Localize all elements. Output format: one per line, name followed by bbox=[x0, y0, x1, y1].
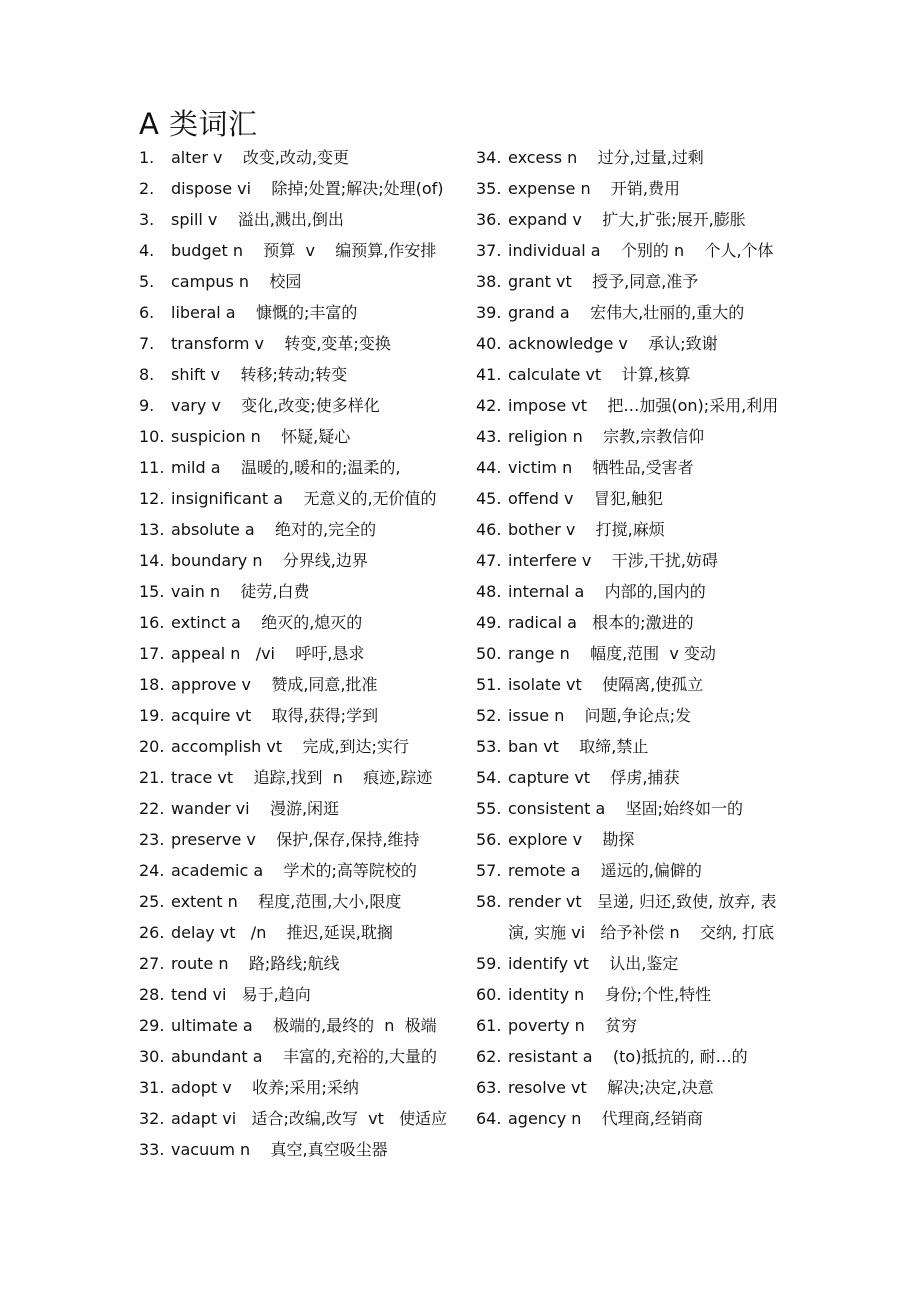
vocab-item bbox=[476, 1041, 786, 1072]
vocab-item-entry: academic a 学术的;高等院校的 bbox=[171, 861, 417, 880]
vocab-item bbox=[476, 142, 786, 173]
vocab-item-entry: vary v 变化,改变;使多样化 bbox=[171, 396, 380, 415]
vocab-item-entry: calculate vt 计算,核算 bbox=[508, 365, 691, 384]
vocab-item bbox=[476, 948, 786, 979]
vocab-item bbox=[476, 483, 786, 514]
vocab-item-number: 31. bbox=[139, 1078, 165, 1097]
vocab-item bbox=[139, 793, 474, 824]
vocab-item-entry: transform v 转变,变革;变换 bbox=[171, 334, 391, 353]
vocab-item-number: 62. bbox=[476, 1047, 502, 1066]
vocab-item-number: 24. bbox=[139, 861, 165, 880]
vocab-item-number: 64. bbox=[476, 1109, 502, 1128]
vocab-item-number: 29. bbox=[139, 1016, 165, 1035]
vocab-item-entry: appeal n /vi 呼吁,恳求 bbox=[171, 644, 365, 663]
vocab-item bbox=[139, 886, 474, 917]
vocab-item bbox=[139, 576, 474, 607]
vocab-item-entry: wander vi 漫游,闲逛 bbox=[171, 799, 340, 818]
vocab-item-entry: expand v 扩大,扩张;展开,膨胀 bbox=[508, 210, 746, 229]
vocab-item bbox=[476, 359, 786, 390]
vocab-item-number: 3. bbox=[139, 210, 155, 229]
vocab-item bbox=[476, 979, 786, 1010]
vocab-item-number: 46. bbox=[476, 520, 502, 539]
vocab-item-entry: agency n 代理商,经销商 bbox=[508, 1109, 703, 1128]
vocab-item-entry: remote a 遥远的,偏僻的 bbox=[508, 861, 702, 880]
vocab-item-number: 37. bbox=[476, 241, 502, 260]
vocab-item bbox=[139, 328, 474, 359]
vocab-item-entry: acknowledge v 承认;致谢 bbox=[508, 334, 718, 353]
vocab-item-number: 44. bbox=[476, 458, 502, 477]
vocab-item bbox=[476, 607, 786, 638]
vocab-item-number: 55. bbox=[476, 799, 502, 818]
vocab-item-number: 6. bbox=[139, 303, 155, 322]
vocab-item-number: 41. bbox=[476, 365, 502, 384]
vocab-item bbox=[476, 266, 786, 297]
vocab-item-entry: ultimate a 极端的,最终的 n 极端 bbox=[171, 1016, 437, 1035]
vocab-item bbox=[139, 359, 474, 390]
vocab-item bbox=[476, 545, 786, 576]
vocab-item bbox=[476, 204, 786, 235]
vocab-item-number: 10. bbox=[139, 427, 165, 446]
vocab-item-number: 8. bbox=[139, 365, 155, 384]
vocab-item bbox=[139, 1041, 474, 1072]
vocab-item-entry: capture vt 俘虏,捕获 bbox=[508, 768, 680, 787]
vocab-item bbox=[139, 173, 474, 204]
vocab-item-number: 11. bbox=[139, 458, 165, 477]
vocab-item-number: 56. bbox=[476, 830, 502, 849]
vocab-item-number: 61. bbox=[476, 1016, 502, 1035]
vocab-item-number: 32. bbox=[139, 1109, 165, 1128]
vocab-item bbox=[476, 297, 786, 328]
vocab-item bbox=[476, 762, 786, 793]
vocab-item-number: 2. bbox=[139, 179, 155, 198]
vocab-item-entry: accomplish vt 完成,到达;实行 bbox=[171, 737, 409, 756]
vocab-item-entry: vacuum n 真空,真空吸尘器 bbox=[171, 1140, 388, 1159]
vocab-item bbox=[139, 483, 474, 514]
vocab-item-number: 13. bbox=[139, 520, 165, 539]
vocab-item-number: 30. bbox=[139, 1047, 165, 1066]
vocab-item-entry: internal a 内部的,国内的 bbox=[508, 582, 706, 601]
vocab-item-number: 20. bbox=[139, 737, 165, 756]
vocab-item-number: 17. bbox=[139, 644, 165, 663]
vocab-item-number: 48. bbox=[476, 582, 502, 601]
vocab-item bbox=[476, 855, 786, 886]
vocab-item-number: 52. bbox=[476, 706, 502, 725]
vocab-item-entry: extinct a 绝灭的,熄灭的 bbox=[171, 613, 363, 632]
vocab-item-number: 33. bbox=[139, 1140, 165, 1159]
vocab-item-number: 1. bbox=[139, 148, 155, 167]
vocab-item-number: 38. bbox=[476, 272, 502, 291]
vocab-item bbox=[139, 1010, 474, 1041]
vocab-item-number: 4. bbox=[139, 241, 155, 260]
vocab-item bbox=[139, 700, 474, 731]
vocab-item bbox=[476, 514, 786, 545]
vocab-item bbox=[139, 297, 474, 328]
vocab-item-entry: individual a 个别的 n 个人,个体 bbox=[508, 241, 774, 260]
vocab-column-left bbox=[139, 142, 474, 1165]
vocab-item-number: 19. bbox=[139, 706, 165, 725]
vocab-item-entry: explore v 勘探 bbox=[508, 830, 635, 849]
vocab-item-entry: liberal a 慷慨的;丰富的 bbox=[171, 303, 358, 322]
vocab-item bbox=[476, 1010, 786, 1041]
vocab-item-number: 34. bbox=[476, 148, 502, 167]
vocab-item-entry: victim n 牺牲品,受害者 bbox=[508, 458, 694, 477]
vocab-item bbox=[476, 452, 786, 483]
vocab-item-entry: abundant a 丰富的,充裕的,大量的 bbox=[171, 1047, 438, 1066]
vocab-item bbox=[139, 1072, 474, 1103]
vocab-item bbox=[476, 886, 786, 948]
vocab-item-number: 22. bbox=[139, 799, 165, 818]
vocab-item-number: 9. bbox=[139, 396, 155, 415]
vocab-item-number: 7. bbox=[139, 334, 155, 353]
vocab-item-entry: poverty n 贫穷 bbox=[508, 1016, 638, 1035]
vocab-item-entry: mild a 温暖的,暖和的;温柔的, bbox=[171, 458, 401, 477]
vocab-item-entry: identity n 身份;个性,特性 bbox=[508, 985, 712, 1004]
vocab-item-number: 60. bbox=[476, 985, 502, 1004]
vocab-item-number: 49. bbox=[476, 613, 502, 632]
vocab-item-number: 59. bbox=[476, 954, 502, 973]
vocab-item-entry: grant vt 授予,同意,准予 bbox=[508, 272, 699, 291]
vocab-item bbox=[139, 762, 474, 793]
vocab-item-number: 47. bbox=[476, 551, 502, 570]
vocab-item bbox=[476, 824, 786, 855]
vocab-item-entry: interfere v 干涉,干扰,妨碍 bbox=[508, 551, 718, 570]
vocab-item-number: 23. bbox=[139, 830, 165, 849]
vocab-item-entry: issue n 问题,争论点;发 bbox=[508, 706, 692, 725]
vocab-item-entry: preserve v 保护,保存,保持,维持 bbox=[171, 830, 420, 849]
vocab-item-number: 14. bbox=[139, 551, 165, 570]
vocab-item-entry: insignificant a 无意义的,无价值的 bbox=[171, 489, 437, 508]
vocab-item bbox=[139, 452, 474, 483]
vocab-item-number: 42. bbox=[476, 396, 502, 415]
vocab-item-entry: excess n 过分,过量,过剩 bbox=[508, 148, 704, 167]
vocab-item-entry: grand a 宏伟大,壮丽的,重大的 bbox=[508, 303, 745, 322]
vocab-item bbox=[476, 700, 786, 731]
vocab-item-entry: absolute a 绝对的,完全的 bbox=[171, 520, 377, 539]
vocab-item-number: 43. bbox=[476, 427, 502, 446]
vocab-item bbox=[476, 390, 786, 421]
vocab-item-entry: extent n 程度,范围,大小,限度 bbox=[171, 892, 402, 911]
vocab-item bbox=[476, 1103, 786, 1134]
vocab-column-right bbox=[476, 142, 786, 1134]
vocab-item bbox=[139, 824, 474, 855]
vocab-item-number: 57. bbox=[476, 861, 502, 880]
vocab-item bbox=[139, 421, 474, 452]
vocab-item-number: 35. bbox=[476, 179, 502, 198]
vocab-item-number: 39. bbox=[476, 303, 502, 322]
vocab-item bbox=[476, 793, 786, 824]
vocab-item bbox=[139, 390, 474, 421]
vocab-item-entry: ban vt 取缔,禁止 bbox=[508, 737, 649, 756]
vocab-item-entry: identify vt 认出,鉴定 bbox=[508, 954, 679, 973]
vocab-item-entry: offend v 冒犯,触犯 bbox=[508, 489, 663, 508]
vocab-item-number: 5. bbox=[139, 272, 155, 291]
vocab-item bbox=[476, 328, 786, 359]
vocab-item-entry: adopt v 收养;采用;采纳 bbox=[171, 1078, 359, 1097]
vocab-item bbox=[476, 576, 786, 607]
vocab-item-entry: route n 路;路线;航线 bbox=[171, 954, 340, 973]
vocab-item-number: 26. bbox=[139, 923, 165, 942]
vocab-item-entry: delay vt /n 推迟,延误,耽搁 bbox=[171, 923, 393, 942]
vocab-item bbox=[476, 1072, 786, 1103]
vocab-item-entry: render vt 呈递, 归还,致使, 放弃, 表演, 实施 vi 给予补偿 n 交纳, 打底 bbox=[508, 892, 777, 942]
vocab-item bbox=[139, 235, 474, 266]
vocab-item-entry: resistant a (to)抵抗的, 耐…的 bbox=[508, 1047, 748, 1066]
vocab-item-number: 12. bbox=[139, 489, 165, 508]
vocab-item-number: 16. bbox=[139, 613, 165, 632]
vocab-item-entry: consistent a 坚固;始终如一的 bbox=[508, 799, 744, 818]
vocab-item-entry: suspicion n 怀疑,疑心 bbox=[171, 427, 351, 446]
vocab-item-number: 53. bbox=[476, 737, 502, 756]
vocab-item bbox=[139, 204, 474, 235]
vocab-item bbox=[139, 607, 474, 638]
vocab-item-number: 58. bbox=[476, 892, 502, 911]
vocab-item-entry: approve v 赞成,同意,批准 bbox=[171, 675, 378, 694]
vocab-item bbox=[476, 669, 786, 700]
vocab-item-number: 25. bbox=[139, 892, 165, 911]
vocab-item bbox=[139, 855, 474, 886]
page-title: A 类词汇 bbox=[139, 107, 258, 141]
vocab-item-entry: vain n 徒劳,白费 bbox=[171, 582, 310, 601]
vocab-item-entry: isolate vt 使隔离,使孤立 bbox=[508, 675, 704, 694]
vocab-item-entry: impose vt 把…加强(on);采用,利用 bbox=[508, 396, 779, 415]
vocab-item-number: 21. bbox=[139, 768, 165, 787]
vocab-item bbox=[139, 638, 474, 669]
vocab-item-entry: shift v 转移;转动;转变 bbox=[171, 365, 348, 384]
vocab-item-entry: spill v 溢出,溅出,倒出 bbox=[171, 210, 344, 229]
vocab-item-number: 45. bbox=[476, 489, 502, 508]
vocab-item bbox=[476, 235, 786, 266]
vocab-item bbox=[139, 514, 474, 545]
vocab-item bbox=[476, 173, 786, 204]
vocab-item-number: 28. bbox=[139, 985, 165, 1004]
vocab-item bbox=[476, 731, 786, 762]
vocab-item-entry: dispose vi 除掉;处置;解决;处理(of) bbox=[171, 179, 444, 198]
vocab-item bbox=[139, 948, 474, 979]
vocab-item bbox=[139, 142, 474, 173]
vocab-item-number: 63. bbox=[476, 1078, 502, 1097]
vocab-item-entry: tend vi 易于,趋向 bbox=[171, 985, 311, 1004]
vocab-item-entry: adapt vi 适合;改编,改写 vt 使适应 bbox=[171, 1109, 448, 1128]
vocab-item-entry: range n 幅度,范围 v 变动 bbox=[508, 644, 716, 663]
vocab-item-entry: expense n 开销,费用 bbox=[508, 179, 681, 198]
vocab-item-entry: resolve vt 解决;决定,决意 bbox=[508, 1078, 714, 1097]
vocab-item-number: 27. bbox=[139, 954, 165, 973]
vocab-item-entry: trace vt 追踪,找到 n 痕迹,踪迹 bbox=[171, 768, 433, 787]
vocab-item bbox=[139, 266, 474, 297]
vocab-item bbox=[139, 917, 474, 948]
vocab-item-number: 50. bbox=[476, 644, 502, 663]
vocab-item-entry: boundary n 分界线,边界 bbox=[171, 551, 368, 570]
vocab-item-number: 36. bbox=[476, 210, 502, 229]
vocab-item-entry: alter v 改变,改动,变更 bbox=[171, 148, 350, 167]
vocab-item-entry: campus n 校园 bbox=[171, 272, 302, 291]
vocab-item-entry: religion n 宗教,宗教信仰 bbox=[508, 427, 705, 446]
vocab-item-entry: budget n 预算 v 编预算,作安排 bbox=[171, 241, 437, 260]
vocab-item-number: 40. bbox=[476, 334, 502, 353]
vocab-item-entry: bother v 打搅,麻烦 bbox=[508, 520, 665, 539]
vocab-item-number: 51. bbox=[476, 675, 502, 694]
vocab-item bbox=[476, 638, 786, 669]
vocab-item-number: 15. bbox=[139, 582, 165, 601]
vocab-item bbox=[139, 731, 474, 762]
vocab-item-number: 18. bbox=[139, 675, 165, 694]
vocab-item bbox=[476, 421, 786, 452]
vocab-item bbox=[139, 669, 474, 700]
vocab-item-number: 54. bbox=[476, 768, 502, 787]
vocab-item bbox=[139, 545, 474, 576]
vocab-item-entry: acquire vt 取得,获得;学到 bbox=[171, 706, 379, 725]
vocab-item bbox=[139, 1134, 474, 1165]
vocab-item bbox=[139, 1103, 474, 1134]
vocab-item-entry: radical a 根本的;激进的 bbox=[508, 613, 694, 632]
vocab-item bbox=[139, 979, 474, 1010]
